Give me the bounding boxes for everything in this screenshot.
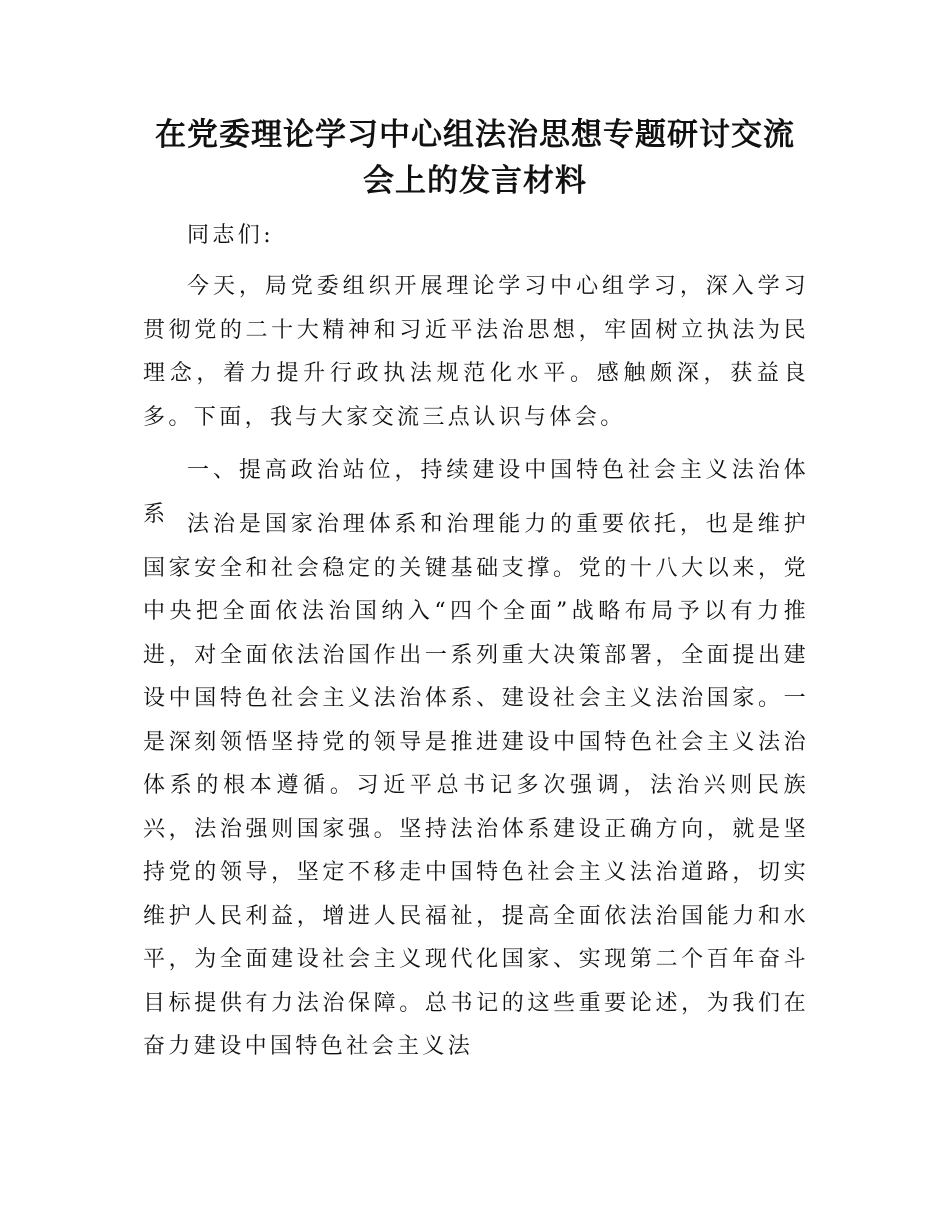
document-title: 在党委理论学习中心组法治思想专题研讨交流会上的发言材料: [155, 117, 795, 199]
salutation: 同志们:: [187, 223, 275, 248]
section-heading-1: 一、提高政治站位，持续建设中国特色社会主义法治体系: [143, 458, 809, 527]
paragraph-section-1: 法治是国家治理体系和治理能力的重要依托，也是维护国家安全和社会稳定的关键基础支撑。党的十八大以来，党中央把全面依法治国纳入“四个全面”战略布局予以有力推进，对全面依法治国作出一系列重大决策部署，全面提出建设中国特色社会主义法治体系、建设社会主义法治国家。一是深刻领悟坚持党的领导是推进建设中国特色社会主义法治体系的根本遵循。习近平总书记多次强调，法治兴则民族兴，法治强则国家强。坚持法治体系建设正确方向，就是坚持党的领导，坚定不移走中国特色社会主义法治道路，切实维护人民利益，增进人民福祉，提高全面依法治国能力和水平，为全面建设社会主义现代化国家、实现第二个百年奋斗目标提供有力法治保障。总书记的这些重要论述，为我们在奋力建设中国特色社会主义法: [143, 512, 809, 1059]
paragraph-intro: 今天，局党委组织开展理论学习中心组学习，深入学习贯彻党的二十大精神和习近平法治思想，牢固树立执法为民理念，着力提升行政执法规范化水平。感触颇深，获益良多。下面，我与大家交流三点认识与体会。: [143, 274, 809, 430]
